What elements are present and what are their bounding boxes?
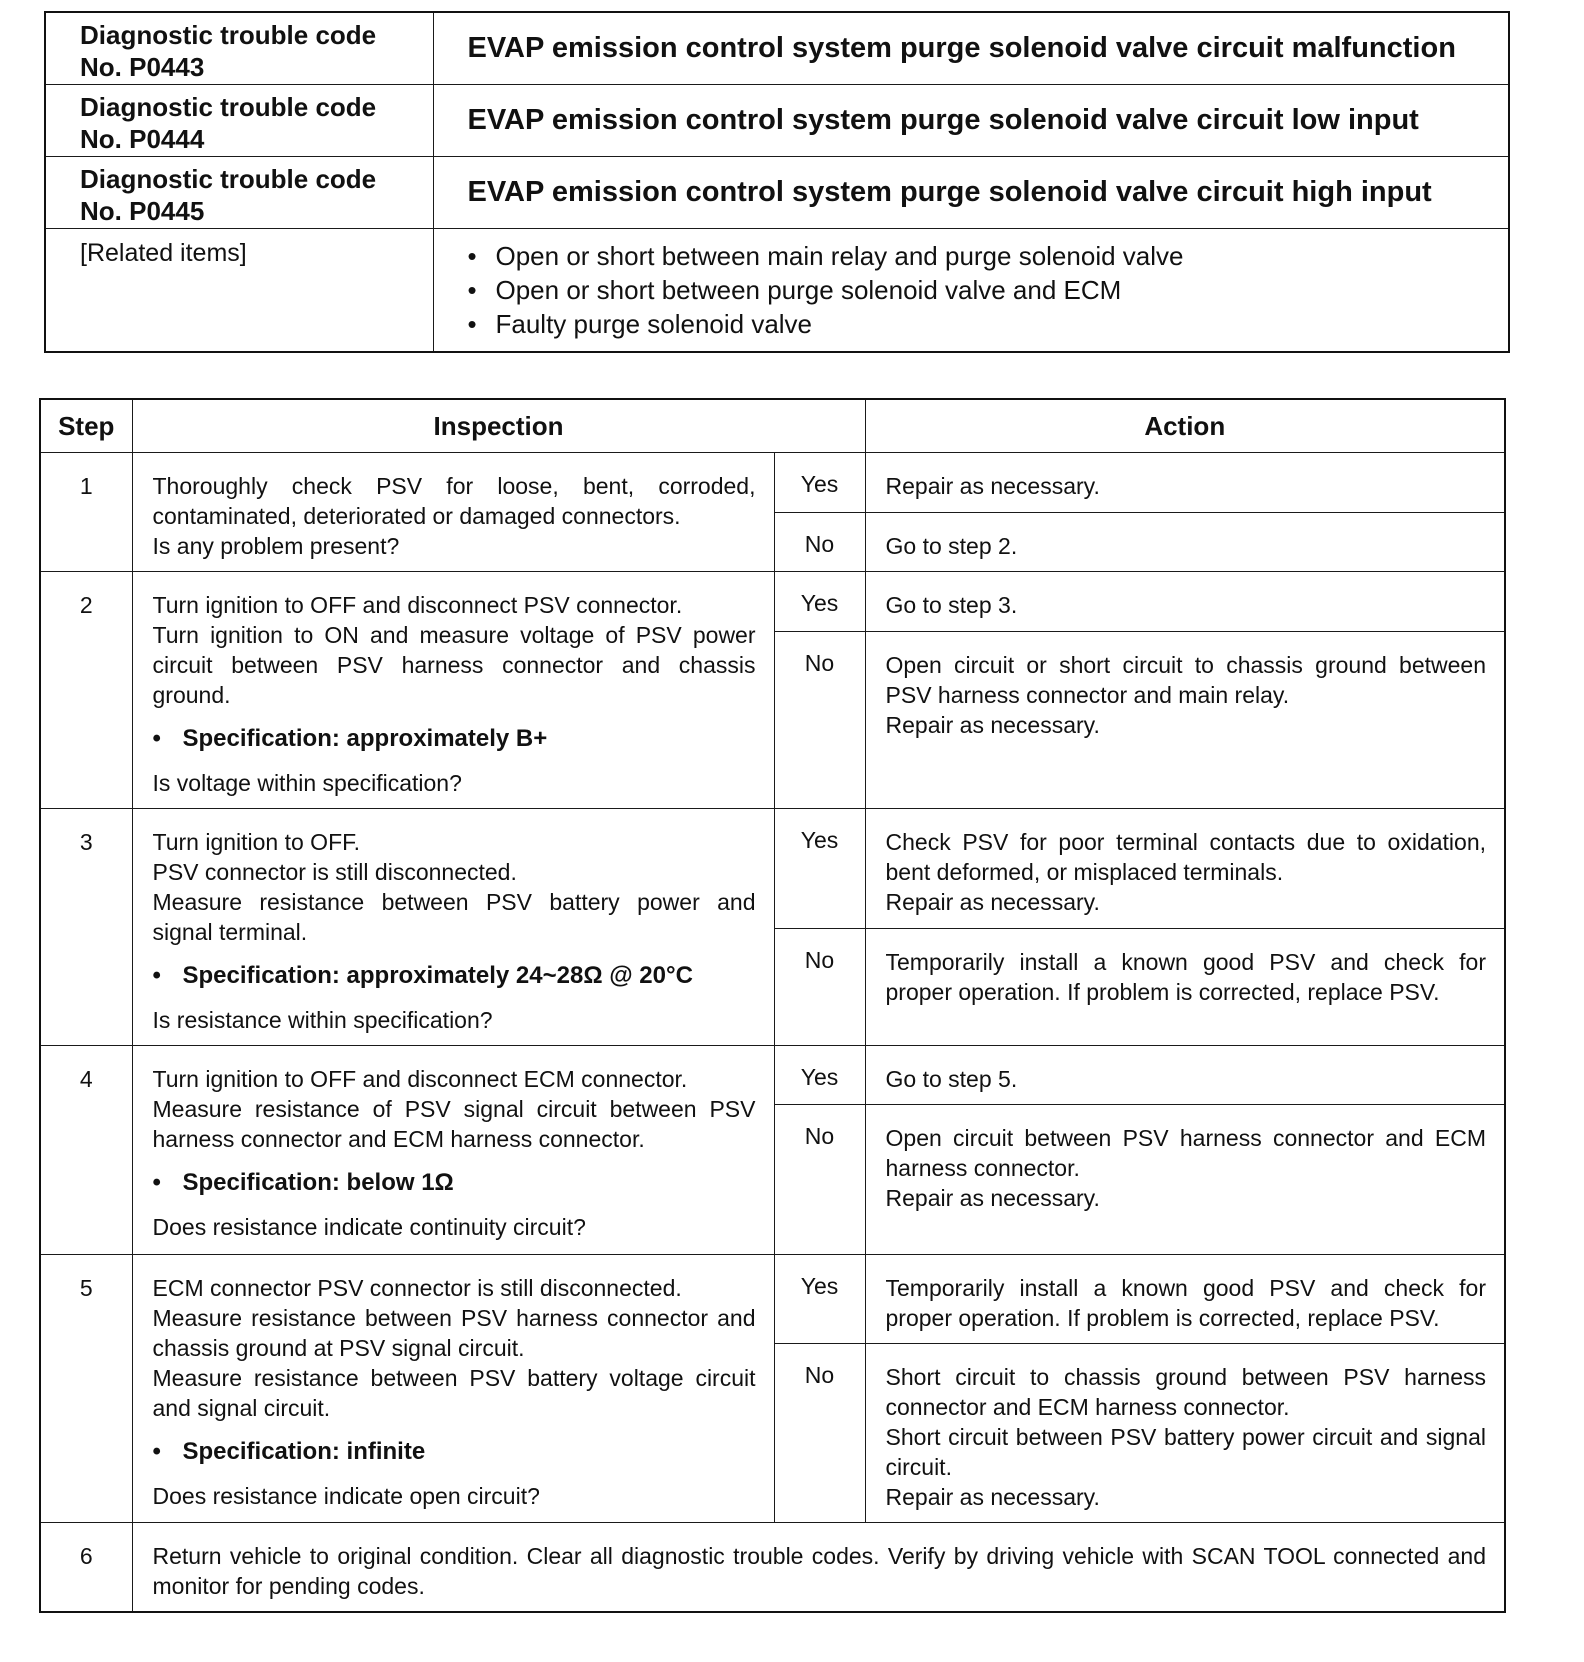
yes-label: Yes (774, 572, 865, 632)
related-items-row (45, 228, 1509, 352)
dtc-description: EVAP emission control system purge solenoid valve circuit high input (433, 156, 1509, 228)
action-text: Temporarily install a known good PSV and check for proper operation. If problem is corrected, replace PSV. (885, 948, 1486, 1005)
step-row (40, 572, 1505, 632)
step-row (40, 1046, 1505, 1105)
dtc-number: No. P0443 (80, 52, 205, 82)
action-text: Repair as necessary. (885, 712, 1100, 738)
inspection-steps-table (39, 398, 1506, 1613)
yes-label: Yes (774, 1255, 865, 1344)
inspection-question: Is voltage within specification? (152, 770, 462, 796)
related-item: • Open or short between main relay and purge solenoid valve (468, 239, 1509, 273)
no-action (865, 1344, 1505, 1523)
action-text: Go to step 3. (885, 592, 1018, 618)
inspection-text: Turn ignition to OFF and disconnect ECM connector. (152, 1066, 688, 1092)
action-text: Repair as necessary. (885, 473, 1100, 499)
inspection-question: Is resistance within specification? (152, 1007, 493, 1033)
related-item: • Open or short between purge solenoid valve and ECM (468, 273, 1509, 307)
no-action (865, 632, 1505, 809)
step-inspection (132, 572, 774, 809)
step-number: 2 (40, 572, 132, 809)
dtc-label (45, 12, 433, 84)
dtc-row (45, 156, 1509, 228)
no-action (865, 928, 1505, 1046)
inspection-text: Measure resistance between PSV harness connector and chassis ground at PSV signal circuit. (152, 1305, 756, 1361)
action-text: Short circuit to chassis ground between PSV harness connector and ECM harness connector. (885, 1364, 1486, 1420)
final-step-text: Return vehicle to original condition. Clear all diagnostic trouble codes. Verify by driving vehicle with SCAN TOOL connected and monitor for pending codes. (132, 1523, 1505, 1613)
step-row (40, 809, 1505, 929)
step-inspection (132, 1255, 774, 1523)
no-label: No (774, 1105, 865, 1255)
action-text: Repair as necessary. (885, 889, 1100, 915)
dtc-label-line1: Diagnostic trouble code (80, 91, 377, 122)
step-number: 5 (40, 1255, 132, 1523)
action-text: Repair as necessary. (885, 1484, 1100, 1510)
inspection-text: Turn ignition to OFF and disconnect PSV connector. (152, 592, 683, 618)
yes-action (865, 453, 1505, 513)
step-number: 1 (40, 453, 132, 572)
dtc-row (45, 84, 1509, 156)
yes-label: Yes (774, 809, 865, 929)
inspection-text: Measure resistance between PSV battery power and signal terminal. (152, 889, 756, 945)
action-text: Go to step 2. (885, 532, 1018, 559)
inspection-text: Thoroughly check PSV for loose, bent, corroded, contaminated, deteriorated or damaged connectors. (152, 473, 756, 529)
dtc-number: No. P0445 (80, 195, 205, 226)
header-action: Action (865, 399, 1505, 453)
header-inspection: Inspection (132, 399, 865, 453)
related-item: • Faulty purge solenoid valve (468, 307, 1509, 341)
dtc-label-line1: Diagnostic trouble code (80, 20, 377, 50)
inspection-text: PSV connector is still disconnected. (152, 859, 517, 885)
specification: • Specification: infinite (153, 1437, 756, 1467)
dtc-number: No. P0444 (80, 123, 205, 154)
inspection-text: Measure resistance of PSV signal circuit between PSV harness connector and ECM harness connector. (152, 1096, 756, 1152)
no-action (865, 1105, 1505, 1255)
action-text: Short circuit between PSV battery power circuit and signal circuit. (885, 1424, 1486, 1480)
specification: • Specification: approximately B+ (153, 724, 756, 754)
dtc-description: EVAP emission control system purge solenoid valve circuit malfunction (433, 12, 1509, 84)
related-items-cell (433, 228, 1509, 352)
specification: • Specification: approximately 24~28Ω @ 20°C (153, 961, 756, 991)
action-text: Temporarily install a known good PSV and check for proper operation. If problem is corrected, replace PSV. (885, 1275, 1486, 1331)
step-inspection (132, 453, 774, 572)
yes-action (865, 1046, 1505, 1105)
step-inspection (132, 1046, 774, 1255)
step-number: 3 (40, 809, 132, 1046)
inspection-text: Measure resistance between PSV battery voltage circuit and signal circuit. (152, 1365, 756, 1421)
header-step: Step (40, 399, 132, 453)
inspection-question: Is any problem present? (152, 533, 400, 559)
yes-label: Yes (774, 1046, 865, 1105)
dtc-label (45, 156, 433, 228)
yes-label: Yes (774, 453, 865, 513)
yes-action (865, 809, 1505, 929)
inspection-question: Does resistance indicate continuity circuit? (152, 1214, 586, 1240)
dtc-code-table (44, 11, 1510, 353)
no-label: No (774, 928, 865, 1046)
step-inspection (132, 809, 774, 1046)
related-items-list (434, 229, 1509, 351)
step-row (40, 1255, 1505, 1344)
dtc-label (45, 84, 433, 156)
inspection-text: ECM connector PSV connector is still disconnected. (152, 1275, 682, 1301)
step-number: 6 (40, 1523, 132, 1613)
yes-action (865, 572, 1505, 632)
table-header-row (40, 399, 1505, 453)
dtc-description: EVAP emission control system purge solenoid valve circuit low input (433, 84, 1509, 156)
no-label: No (774, 632, 865, 809)
step-number: 4 (40, 1046, 132, 1255)
related-items-label: [Related items] (45, 228, 433, 352)
action-text: Check PSV for poor terminal contacts due to oxidation, bent deformed, or misplaced terminals. (885, 829, 1486, 885)
specification: • Specification: below 1Ω (153, 1168, 756, 1198)
inspection-text: Turn ignition to OFF. (152, 829, 361, 855)
yes-action (865, 1255, 1505, 1344)
action-text: Open circuit between PSV harness connector and ECM harness connector. (885, 1125, 1486, 1181)
no-label: No (774, 512, 865, 572)
action-text: Open circuit or short circuit to chassis ground between PSV harness connector and main relay. (885, 652, 1486, 708)
inspection-text: Turn ignition to ON and measure voltage of PSV power circuit between PSV harness connector and chassis ground. (152, 622, 756, 708)
action-text: Go to step 5. (885, 1066, 1018, 1092)
step-row (40, 1523, 1505, 1613)
no-label: No (774, 1344, 865, 1523)
dtc-row (45, 12, 1509, 84)
action-text: Repair as necessary. (885, 1185, 1100, 1211)
inspection-question: Does resistance indicate open circuit? (152, 1483, 540, 1509)
dtc-label-line1: Diagnostic trouble code (80, 163, 377, 194)
no-action (865, 512, 1505, 572)
step-row (40, 453, 1505, 513)
